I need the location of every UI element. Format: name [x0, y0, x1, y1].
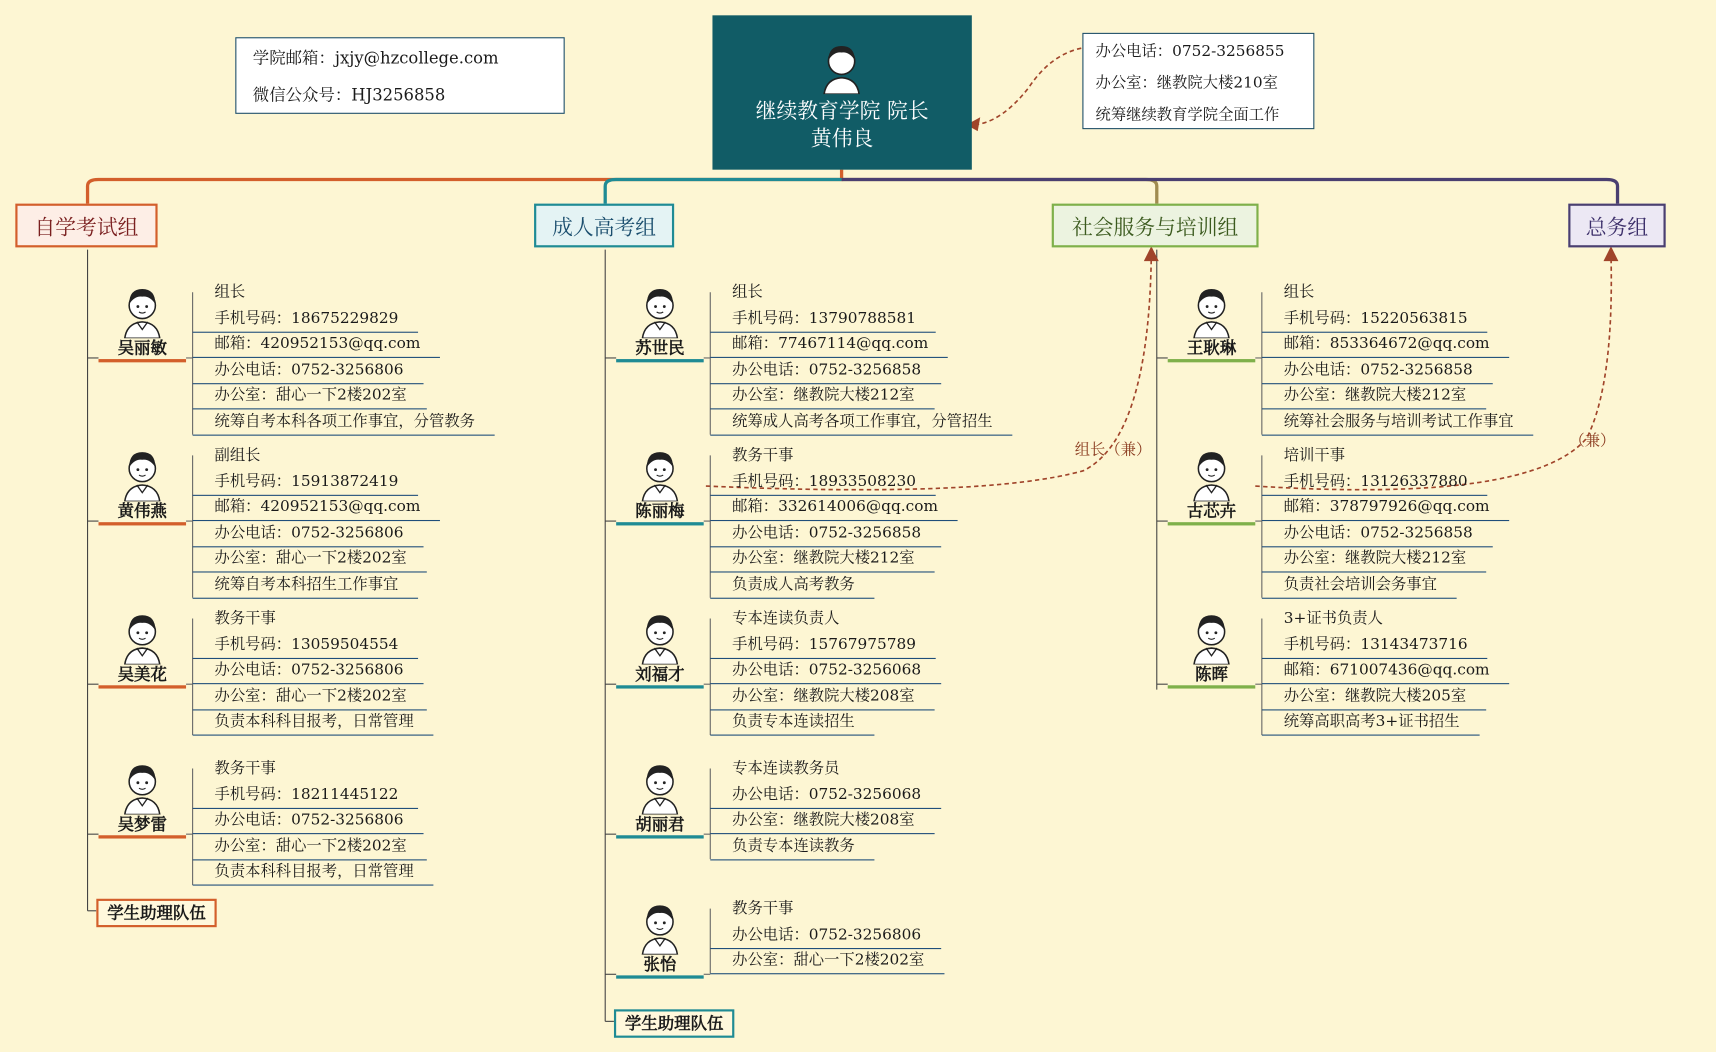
member-role: 组长: [1283, 283, 1315, 302]
person-avatar-icon: [636, 281, 684, 338]
member-detail: 办公室：继教院大楼205室: [1262, 685, 1486, 710]
member-underline: [1168, 685, 1256, 688]
branch-adult-exam: [605, 180, 841, 204]
member-1-0: [616, 281, 704, 362]
person-avatar-icon: [1187, 608, 1235, 665]
member-underline: [1168, 522, 1256, 525]
member-name: 古芯卉: [1186, 501, 1237, 522]
member-name: 胡丽君: [635, 814, 685, 835]
member-detail: 手机号码：13126337880: [1262, 470, 1487, 495]
member-name: 陈丽梅: [635, 501, 685, 522]
member-underline: [616, 975, 704, 978]
member-role: 组长: [732, 283, 763, 302]
person-avatar-icon: [636, 898, 684, 955]
member-detail: 邮箱：853364672@qq.com: [1262, 333, 1509, 358]
member-detail: 统筹自考本科招生工作事宜: [193, 574, 418, 599]
member-1-3: [616, 758, 704, 839]
member-detail: 办公室：甜心一下2楼202室: [193, 835, 427, 860]
dean-duty: 统筹继续教育学院全面工作: [1095, 106, 1280, 124]
person-avatar-icon: [118, 608, 166, 665]
member-detail: 办公室：继教院大楼212室: [710, 548, 934, 573]
group-leader-concurrent-note: 组长（兼）: [1074, 441, 1152, 459]
concurrent-note: （兼）: [1569, 432, 1616, 450]
member-detail: 办公电话：0752-3256858: [1262, 522, 1493, 547]
member-detail: 办公电话：0752-3256858: [1262, 359, 1493, 384]
dean-avatar-icon: [820, 39, 864, 94]
member-detail: 负责社会培训会务事宜: [1262, 574, 1457, 599]
group-box-0: 自学考试组: [15, 204, 157, 248]
member-detail: 办公室：继教院大楼208室: [710, 685, 934, 710]
member-detail: 统筹自考本科各项工作事宜，分管教务: [193, 411, 495, 436]
dean-name: 黄伟良: [810, 126, 874, 152]
member-detail: 手机号码：13059504554: [193, 633, 418, 658]
member-detail: 办公电话：0752-3256068: [710, 783, 941, 808]
member-underline: [616, 359, 704, 362]
member-detail: 手机号码：13143473716: [1262, 633, 1487, 658]
member-detail: 办公电话：0752-3256068: [710, 659, 941, 684]
member-name: 吴梦雷: [117, 814, 167, 835]
college-email: 学院邮箱：jxjy@hzcollege.com: [252, 48, 499, 68]
member-underline: [616, 685, 704, 688]
member-detail: 邮箱：332614006@qq.com: [710, 496, 957, 521]
dean-info-box: [1082, 33, 1314, 129]
member-role: 教务干事: [732, 899, 794, 918]
person-avatar-icon: [1187, 444, 1235, 501]
member-detail: 办公电话：0752-3256806: [193, 809, 424, 834]
member-name: 王耿琳: [1186, 338, 1237, 358]
dean-title: 继续教育学院 院长: [755, 99, 929, 124]
member-detail: 手机号码：18675229829: [193, 307, 418, 332]
member-0-3: [98, 758, 186, 839]
member-detail: 办公室：甜心一下2楼202室: [193, 685, 427, 710]
member-role: 副组长: [214, 446, 261, 465]
member-detail: 办公室：继教院大楼212室: [1262, 385, 1486, 410]
member-detail: 办公室：继教院大楼212室: [710, 385, 934, 410]
member-detail: 负责专本连读教务: [710, 835, 874, 860]
member-underline: [98, 359, 186, 362]
group-box-1: 成人高考组: [534, 204, 674, 248]
member-detail: 邮箱：378797926@qq.com: [1262, 496, 1509, 521]
member-detail: 办公室：甜心一下2楼202室: [193, 548, 427, 573]
member-detail: 办公室：甜心一下2楼202室: [710, 949, 944, 974]
person-avatar-icon: [636, 444, 684, 501]
member-detail: 办公室：继教院大楼208室: [710, 809, 934, 834]
assistant-team-1: 学生助理队伍: [614, 1009, 734, 1037]
branch-social-service: [842, 180, 1157, 204]
member-1-1: [616, 444, 704, 525]
member-detail: 统筹高职高考3+证书招生: [1262, 711, 1479, 736]
contact-box: [235, 37, 564, 114]
member-role: 教务干事: [732, 446, 794, 465]
assistant-team-0: 学生助理队伍: [96, 899, 216, 927]
wechat-account: 微信公众号：HJ3256858: [252, 85, 446, 106]
branch-self-study: [88, 170, 842, 204]
member-role: 教务干事: [214, 759, 276, 778]
member-0-1: [98, 444, 186, 525]
member-1-4: [616, 898, 704, 979]
member-2-1: [1168, 444, 1256, 525]
dean-office: 办公室：继教院大楼210室: [1095, 74, 1278, 92]
member-detail: 办公电话：0752-3256806: [710, 923, 941, 948]
member-role: 专本连读负责人: [732, 609, 840, 628]
member-0-0: [98, 281, 186, 362]
member-name: 吴美花: [117, 664, 167, 685]
member-detail: 办公电话：0752-3256806: [193, 522, 424, 547]
member-name: 吴丽敏: [117, 338, 167, 358]
person-avatar-icon: [636, 608, 684, 665]
member-detail: 邮箱：420952153@qq.com: [193, 496, 440, 521]
member-0-2: [98, 608, 186, 689]
dean-info-arrow: [974, 48, 1081, 125]
member-role: 教务干事: [214, 609, 276, 628]
member-name: 黄伟燕: [117, 501, 167, 522]
member-underline: [1168, 359, 1256, 362]
member-name: 张怡: [643, 954, 677, 975]
member-detail: 手机号码：15220563815: [1262, 307, 1487, 332]
member-detail: 手机号码：18933508230: [710, 470, 935, 495]
member-name: 苏世民: [635, 338, 685, 358]
dean-box: [712, 15, 971, 169]
member-detail: 邮箱：671007436@qq.com: [1262, 659, 1509, 684]
member-detail: 手机号码：15913872419: [193, 470, 418, 495]
person-avatar-icon: [636, 758, 684, 815]
member-detail: 负责本科科目报考，日常管理: [193, 861, 434, 886]
member-detail: 办公电话：0752-3256858: [710, 522, 941, 547]
member-name: 刘福才: [635, 664, 685, 685]
member-detail: 手机号码：15767975789: [710, 633, 935, 658]
member-name: 陈晖: [1195, 664, 1228, 685]
member-underline: [616, 835, 704, 838]
group-box-3: 总务组: [1568, 204, 1665, 248]
member-underline: [98, 522, 186, 525]
member-detail: 统筹成人高考各项工作事宜，分管招生: [710, 411, 1012, 436]
member-detail: 办公电话：0752-3256806: [193, 359, 424, 384]
member-role: 组长: [214, 283, 246, 302]
person-avatar-icon: [118, 444, 166, 501]
member-2-0: [1168, 281, 1256, 362]
member-underline: [98, 835, 186, 838]
member-detail: 邮箱：77467114@qq.com: [710, 333, 948, 358]
member-detail: 办公电话：0752-3256858: [710, 359, 941, 384]
member-detail: 邮箱：420952153@qq.com: [193, 333, 440, 358]
member-detail: 手机号码：18211445122: [193, 783, 418, 808]
member-detail: 办公室：继教院大楼212室: [1262, 548, 1486, 573]
member-1-2: [616, 608, 704, 689]
member-detail: 手机号码：13790788581: [710, 307, 935, 332]
member-detail: 办公室：甜心一下2楼202室: [193, 385, 427, 410]
member-role: 3+证书负责人: [1283, 609, 1383, 628]
person-avatar-icon: [118, 281, 166, 338]
member-detail: 负责本科科目报考，日常管理: [193, 711, 434, 736]
member-role: 培训干事: [1283, 446, 1346, 465]
member-detail: 办公电话：0752-3256806: [193, 659, 424, 684]
group-box-2: 社会服务与培训组: [1052, 204, 1259, 248]
person-avatar-icon: [118, 758, 166, 815]
member-detail: 负责成人高考教务: [710, 574, 874, 599]
member-detail: 统筹社会服务与培训考试工作事宜: [1262, 411, 1533, 436]
member-role: 专本连读教务员: [732, 759, 840, 778]
member-underline: [98, 685, 186, 688]
person-avatar-icon: [1187, 281, 1235, 338]
member-2-2: [1168, 608, 1256, 689]
member-detail: 负责专本连读招生: [710, 711, 874, 736]
branch-general-affairs: [842, 180, 1618, 204]
dean-phone: 办公电话：0752-3256855: [1095, 42, 1285, 61]
member-underline: [616, 522, 704, 525]
